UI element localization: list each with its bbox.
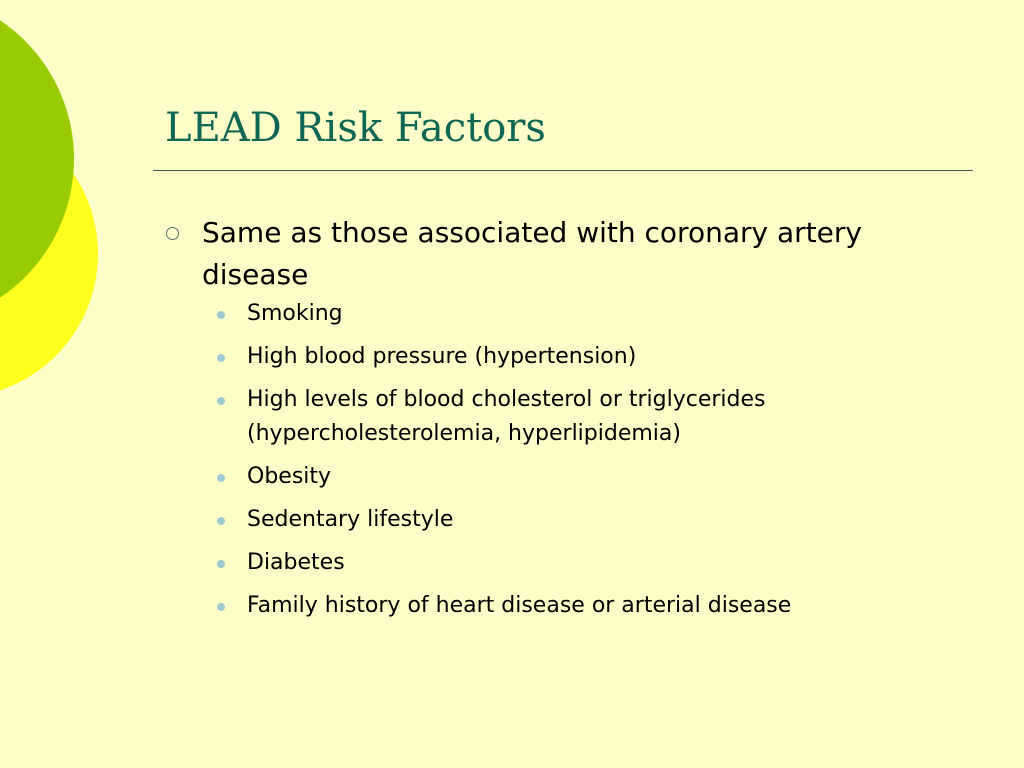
list-item [160,340,960,374]
risk-factor-list [160,297,960,623]
list-item-text: Diabetes [247,550,345,575]
filled-dot-bullet-icon [217,474,225,482]
list-item-text: Family history of heart disease or arterial disease [247,593,792,618]
list-item-text: Sedentary lifestyle [247,507,454,532]
list-item [160,546,960,580]
list-item-text: Obesity [247,464,332,489]
list-item-text: High blood pressure (hypertension) [247,344,637,369]
list-item [160,297,960,331]
list-item [160,460,960,494]
list-item [160,503,960,537]
filled-dot-bullet-icon [217,517,225,525]
list-item-text: High levels of blood cholesterol or triglycerides (hypercholesterolemia, hyperlipidemia) [247,387,766,446]
filled-dot-bullet-icon [217,311,225,319]
slide-body [160,212,960,632]
list-item [160,589,960,623]
filled-dot-bullet-icon [217,397,225,405]
filled-dot-bullet-icon [217,603,225,611]
main-bullet-point [160,212,960,296]
filled-dot-bullet-icon [217,560,225,568]
hollow-circle-bullet-icon [166,227,179,240]
slide-title: LEAD Risk Factors [165,105,546,151]
title-divider [153,170,973,171]
list-item-text: Smoking [247,301,343,326]
main-bullet-text: Same as those associated with coronary artery disease [202,216,862,291]
filled-dot-bullet-icon [217,354,225,362]
list-item [160,383,960,451]
